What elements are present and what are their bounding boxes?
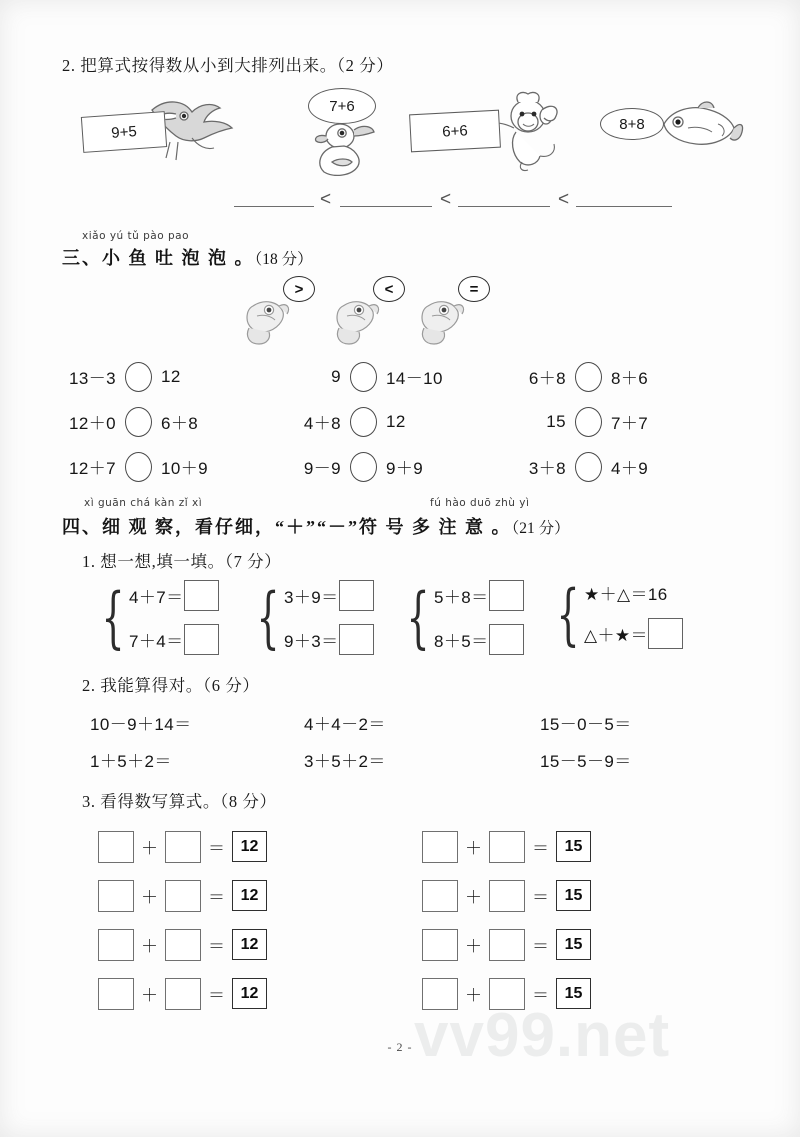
compare-right: 6＋8 xyxy=(161,414,199,433)
calculation-grid xyxy=(62,704,738,778)
equals-sign: ＝ xyxy=(532,839,549,858)
compare-right: 4＋9 xyxy=(611,459,649,478)
answer-box[interactable] xyxy=(339,624,374,655)
triangle-star-equation: △＋★＝ xyxy=(584,626,648,645)
equation-text: 5＋8＝ xyxy=(434,588,489,607)
equals-sign: ＝ xyxy=(208,986,225,1005)
compare-right: 7＋7 xyxy=(611,414,649,433)
s4q2-title: 2. 我能算得对。（6 分） xyxy=(82,676,260,695)
comparison-item xyxy=(62,407,287,437)
compare-left: 4＋8 xyxy=(303,414,341,433)
equation-text: 4＋7＝ xyxy=(129,588,184,607)
sum-value: 15 xyxy=(556,929,591,960)
order-lt-1: < xyxy=(320,188,332,210)
q2-title: 2. 把算式按得数从小到大排列出来。（2 分） xyxy=(62,56,394,75)
compare-left: 6＋8 xyxy=(528,369,566,388)
addend-box[interactable] xyxy=(489,929,525,961)
addend-box[interactable] xyxy=(98,929,134,961)
write-equation-row xyxy=(62,822,738,871)
brace-equation xyxy=(129,580,219,611)
compare-left: 12＋0 xyxy=(69,414,116,433)
section3-heading xyxy=(62,230,738,270)
addend-box[interactable] xyxy=(165,929,201,961)
compare-right: 12 xyxy=(161,366,181,386)
calculation-item[interactable]: 4＋4－2＝ xyxy=(304,715,386,734)
addend-box[interactable] xyxy=(422,880,458,912)
symbol-fish-1 xyxy=(237,276,315,348)
plus-sign: ＋ xyxy=(141,839,158,858)
comparison-item xyxy=(287,362,512,392)
calculation-item[interactable]: 1＋5＋2＝ xyxy=(90,752,172,771)
sum-value: 15 xyxy=(556,978,591,1009)
answer-box[interactable] xyxy=(339,580,374,611)
s4q3-title: 3. 看得数写算式。（8 分） xyxy=(82,792,277,811)
equals-sign: ＝ xyxy=(532,888,549,907)
order-blank-3[interactable] xyxy=(458,206,550,207)
s4q1-brace-row xyxy=(62,575,738,668)
equation-text: 8＋5＝ xyxy=(434,632,489,651)
answer-box[interactable] xyxy=(184,624,219,655)
calculation-item[interactable]: 15－5－9＝ xyxy=(540,752,632,771)
order-blank-1[interactable] xyxy=(234,206,314,207)
page-number: - 2 - xyxy=(387,1040,413,1054)
duck-expression: 7+6 xyxy=(329,97,355,115)
order-blank-2[interactable] xyxy=(340,206,432,207)
brace-equation xyxy=(434,624,524,655)
write-equation-row xyxy=(62,871,738,920)
brace-equation xyxy=(129,624,219,655)
brace-group-2: { 3＋9＝ 9＋3＝ xyxy=(247,580,374,655)
comparison-row xyxy=(62,399,738,444)
plus-sign: ＋ xyxy=(465,888,482,907)
comparison-item xyxy=(512,407,737,437)
addend-box[interactable] xyxy=(165,880,201,912)
star-triangle-equation: ★＋△＝16 xyxy=(584,585,668,604)
calculation-row xyxy=(62,704,738,741)
brace-equation xyxy=(284,624,374,655)
equation-text: 3＋9＝ xyxy=(284,588,339,607)
comparison-item xyxy=(287,407,512,437)
comparison-grid xyxy=(62,354,738,489)
compare-right: 12 xyxy=(386,411,406,431)
write-equation-item xyxy=(62,978,388,1010)
compare-right: 14－10 xyxy=(386,369,443,388)
compare-left: 9 xyxy=(331,366,341,386)
calculation-item[interactable]: 15－0－5＝ xyxy=(540,715,632,734)
fish-symbol-less: < xyxy=(373,276,405,302)
bird-expression-plate xyxy=(81,111,167,153)
sum-value: 12 xyxy=(232,978,267,1009)
monkey-expression: 6+6 xyxy=(441,121,469,141)
q2-answer-row xyxy=(62,182,738,216)
write-equation-item xyxy=(388,880,712,912)
critter-monkey xyxy=(410,88,596,174)
comparison-row xyxy=(62,444,738,489)
answer-box[interactable] xyxy=(489,580,524,611)
brace-equation xyxy=(584,618,683,649)
write-equation-item xyxy=(388,831,712,863)
equation-text: 9＋3＝ xyxy=(284,632,339,651)
fish-icon xyxy=(414,294,470,346)
fish-symbol-greater: > xyxy=(283,276,315,302)
addend-box[interactable] xyxy=(98,880,134,912)
critter-bird xyxy=(80,88,240,168)
duck-icon xyxy=(302,120,412,176)
duck-expression-bubble xyxy=(308,88,376,124)
equation-text: 7＋4＝ xyxy=(129,632,184,651)
brace-equation xyxy=(584,580,683,605)
critter-duck xyxy=(298,88,408,174)
write-equation-item xyxy=(62,880,388,912)
sum-value: 12 xyxy=(232,929,267,960)
comparison-item xyxy=(62,452,287,482)
sum-value: 12 xyxy=(232,880,267,911)
compare-left: 9－9 xyxy=(303,459,341,478)
compare-left: 3＋8 xyxy=(528,459,566,478)
fish-icon xyxy=(329,294,385,346)
compare-right: 9＋9 xyxy=(386,459,424,478)
plus-sign: ＋ xyxy=(465,986,482,1005)
fish-icon xyxy=(658,94,744,156)
symbol-fish-2 xyxy=(327,276,405,348)
symbol-fish-3 xyxy=(412,276,490,348)
calculation-item[interactable]: 10－9＋14＝ xyxy=(90,715,192,734)
write-equation-item xyxy=(62,831,388,863)
compare-right: 10＋9 xyxy=(161,459,208,478)
sum-value: 15 xyxy=(556,880,591,911)
compare-circle[interactable] xyxy=(575,452,602,482)
brace-equation xyxy=(434,580,524,611)
plus-sign: ＋ xyxy=(141,888,158,907)
calculation-row xyxy=(62,741,738,778)
fish-symbol-equal: = xyxy=(458,276,490,302)
worksheet-content xyxy=(62,52,738,1018)
answer-box[interactable] xyxy=(184,580,219,611)
brace-group-symbols: { ★＋△＝16 △＋★＝ xyxy=(547,580,683,649)
bird-expression: 9+5 xyxy=(110,122,138,142)
write-equation-row xyxy=(62,920,738,969)
fish-expression: 8+8 xyxy=(619,115,645,133)
compare-left: 15 xyxy=(546,411,566,431)
equals-sign: ＝ xyxy=(532,937,549,956)
addend-box[interactable] xyxy=(422,831,458,863)
plus-sign: ＋ xyxy=(465,839,482,858)
q2-illustration-row xyxy=(62,88,738,176)
order-lt-3: < xyxy=(558,188,570,210)
addend-box[interactable] xyxy=(422,929,458,961)
section4-pinyin-right: fú hào duō zhù yì xyxy=(430,497,530,509)
compare-circle[interactable] xyxy=(125,452,152,482)
write-equation-item xyxy=(388,929,712,961)
addend-box[interactable] xyxy=(165,978,201,1010)
sum-value: 15 xyxy=(556,831,591,862)
answer-box[interactable] xyxy=(489,624,524,655)
brace-equation xyxy=(284,580,374,611)
comparison-row xyxy=(62,354,738,399)
compare-circle[interactable] xyxy=(125,362,152,392)
answer-box[interactable] xyxy=(648,618,683,649)
section3-title xyxy=(62,244,738,270)
comparison-item xyxy=(512,362,737,392)
section3-score: （18 分） xyxy=(254,251,313,268)
s4q1-title: 1. 想一想,填一填。（7 分） xyxy=(82,552,282,571)
section3-pinyin: xiǎo yú tǔ pào pao xyxy=(82,230,190,242)
compare-circle[interactable] xyxy=(575,362,602,392)
plus-sign: ＋ xyxy=(141,986,158,1005)
order-blank-4[interactable] xyxy=(576,206,672,207)
section4-score: （21 分） xyxy=(511,520,570,537)
fish-expression-bubble xyxy=(600,108,664,140)
monkey-expression-plate xyxy=(409,110,501,153)
section4-pinyin-left: xì guān chá kàn zǐ xì xyxy=(84,497,203,509)
brace-group-1: { 4＋7＝ 7＋4＝ xyxy=(92,580,219,655)
compare-circle[interactable] xyxy=(350,452,377,482)
plus-sign: ＋ xyxy=(141,937,158,956)
site-watermark: vv99.net xyxy=(414,1001,671,1070)
addend-box[interactable] xyxy=(165,831,201,863)
equals-sign: ＝ xyxy=(208,888,225,907)
write-equation-item xyxy=(62,929,388,961)
addend-box[interactable] xyxy=(98,978,134,1010)
write-equation-grid xyxy=(62,822,738,1018)
equals-sign: ＝ xyxy=(208,937,225,956)
equals-sign: ＝ xyxy=(532,986,549,1005)
compare-left: 12＋7 xyxy=(69,459,116,478)
addend-box[interactable] xyxy=(489,880,525,912)
compare-circle[interactable] xyxy=(575,407,602,437)
compare-circle[interactable] xyxy=(350,407,377,437)
compare-circle[interactable] xyxy=(125,407,152,437)
fish-icon xyxy=(239,294,295,346)
comparison-item xyxy=(62,362,287,392)
section3-title-text: 三、小 鱼 吐 泡 泡 。 xyxy=(62,248,255,268)
plus-sign: ＋ xyxy=(465,937,482,956)
fish-symbol-row xyxy=(62,276,738,348)
comparison-item xyxy=(512,452,737,482)
equals-sign: ＝ xyxy=(208,839,225,858)
addend-box[interactable] xyxy=(98,831,134,863)
brace-group-3: { 5＋8＝ 8＋5＝ xyxy=(397,580,524,655)
order-lt-2: < xyxy=(440,188,452,210)
section4-heading xyxy=(62,497,738,539)
section4-title-text: 四、细 观 察，看仔细，“＋”“－”符 号 多 注 意 。 xyxy=(62,517,512,537)
addend-box[interactable] xyxy=(489,831,525,863)
sum-value: 12 xyxy=(232,831,267,862)
compare-left: 13－3 xyxy=(69,369,116,388)
comparison-item xyxy=(287,452,512,482)
compare-right: 8＋6 xyxy=(611,369,649,388)
critter-fish xyxy=(600,88,740,158)
compare-circle[interactable] xyxy=(350,362,377,392)
calculation-item[interactable]: 3＋5＋2＝ xyxy=(304,752,386,771)
